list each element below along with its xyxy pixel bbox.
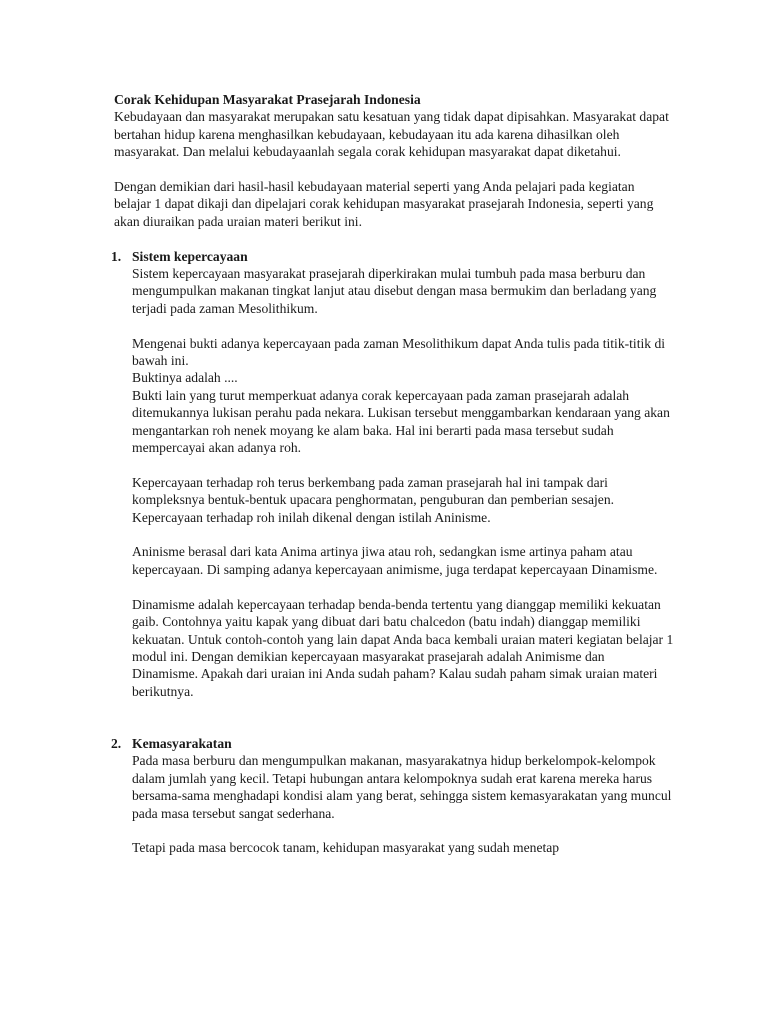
section-paragraph: Kepercayaan terhadap roh terus berkembang pada zaman prasejarah hal ini tampak dari kompleksnya bentuk-bentuk upacara penghormatan, penguburan dan pemberian sesajen. Kepercayaan terhadap roh inilah dikenal dengan istilah Aninisme. (132, 474, 615, 525)
paragraph-gap (132, 526, 674, 543)
section-paragraph: Buktinya adalah .... (132, 370, 238, 386)
section-kemasyarakatan (111, 735, 674, 857)
paragraph-gap (114, 161, 674, 178)
section-heading: Kemasyarakatan (132, 735, 232, 751)
section-paragraph: Pada masa berburu dan mengumpulkan makanan, masyarakatnya hidup berkelompok-kelompok dalam jumlah yang kecil. Tetapi hubungan antara kelompoknya sudah erat karena mereka harus bersama-sama menghadapi kondisi alam yang berat, sehingga sistem kemasyarakatan yang muncul pada masa tersebut sangat sederhana. (132, 753, 672, 821)
section-paragraph: Bukti lain yang turut memperkuat adanya corak kepercayaan pada zaman prasejarah adalah ditemukannya lukisan perahu pada nekara. Lukisan tersebut menggambarkan kendaraan yang akan mengantarkan roh nenek moyang ke alam baka. Hal ini berarti pada masa tersebut sudah mempercayai akan adanya roh. (132, 387, 670, 456)
section-body (132, 248, 674, 701)
paragraph-gap (114, 700, 674, 717)
section-paragraph: Tetapi pada masa bercocok tanam, kehidupan masyarakat yang sudah menetap (132, 840, 560, 856)
paragraph-gap (114, 718, 674, 735)
document-title: Corak Kehidupan Masyarakat Prasejarah Indonesia (114, 92, 421, 107)
intro-paragraph-2: Dengan demikian dari hasil-hasil kebudayaan material seperti yang Anda pelajari pada kegiatan belajar 1 dapat dikaji dan dipelajari corak kehidupan masyarakat prasejarah Indonesia, seperti yang akan diuraikan pada uraian materi berikut ini. (114, 179, 654, 229)
section-paragraph: Mengenai bukti adanya kepercayaan pada zaman Mesolithikum dapat Anda tulis pada titik-titik di bawah ini. (132, 335, 666, 369)
section-paragraph: Sistem kepercayaan masyarakat prasejarah diperkirakan mulai tumbuh pada masa berburu dan mengumpulkan makanan tingkat lanjut atau disebut dengan masa bermukim dan berladang yang terjadi pada zaman Mesolithikum. (132, 266, 657, 316)
section-sistem-kepercayaan (111, 248, 674, 701)
section-paragraph: Dinamisme adalah kepercayaan terhadap benda-benda tertentu yang dianggap memiliki kekuatan gaib. Contohnya yaitu kapak yang dibuat dari batu chalcedon (batu indah) dianggap memiliki kekuatan. Untuk contoh-contoh yang lain dapat Anda baca kembali uraian materi kegiatan belajar 1 modul ini. Dengan demikian kepercayaan masyarakat prasejarah adalah Animisme dan Dinamisme. Apakah dari uraian ini Anda sudah paham? Kalau sudah paham simak uraian materi berikutnya. (132, 596, 674, 699)
paragraph-gap (114, 230, 674, 247)
document-page (111, 91, 674, 857)
section-number: 2. (111, 735, 122, 751)
paragraph-gap (132, 317, 674, 334)
paragraph-gap (132, 456, 674, 473)
section-number: 1. (111, 248, 122, 264)
section-body (132, 735, 674, 857)
paragraph-gap (132, 578, 674, 595)
section-paragraph: Aninisme berasal dari kata Anima artinya jiwa atau roh, sedangkan isme artinya paham atau kepercayaan. Di samping adanya kepercayaan animisme, juga terdapat kepercayaan Dinamisme. (132, 544, 658, 577)
paragraph-gap (132, 822, 674, 839)
section-heading: Sistem kepercayaan (132, 248, 248, 264)
intro-paragraph-1: Kebudayaan dan masyarakat merupakan satu kesatuan yang tidak dapat dipisahkan. Masyarakat dapat bertahan hidup karena menghasilkan kebudayaan, kebudayaan itu ada karena dihasilkan oleh masyarakat. Dan melalui kebudayaanlah segala corak kehidupan masyarakat dapat diketahui. (114, 109, 669, 160)
